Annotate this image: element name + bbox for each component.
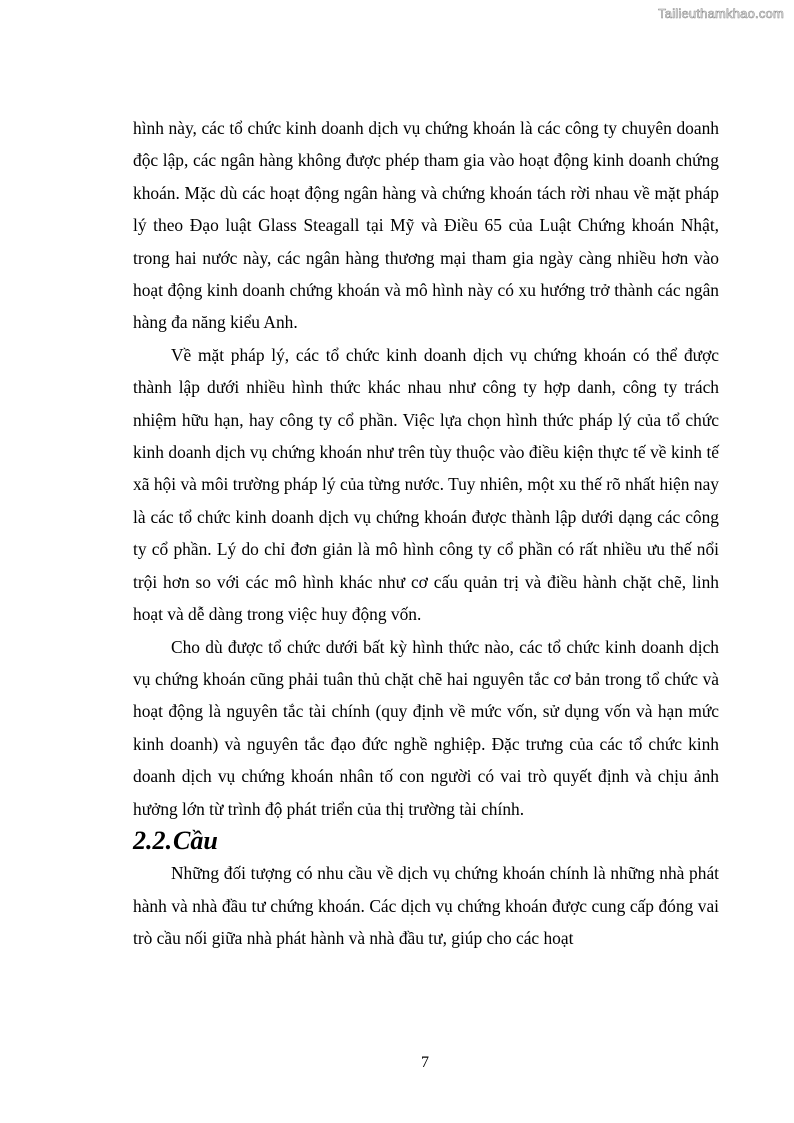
watermark: Tailieuthamkhao.com <box>658 6 784 21</box>
paragraph-principles: Cho dù được tổ chức dưới bất kỳ hình thức nào, các tổ chức kinh doanh dịch vụ chứng khoán cũng phải tuân thủ chặt chẽ hai nguyên tắc cơ bản trong tổ chức và hoạt động là nguyên tắc tài chính (quy định về mức vốn, sử dụng vốn và hạn mức kinh doanh) và nguyên tắc đạo đức nghề nghiệp. Đặc trưng của các tổ chức kinh doanh dịch vụ chứng khoán nhân tố con người có vai trò quyết định và chịu ảnh hưởng lớn từ trình độ phát triển của thị trường tài chính. <box>133 636 719 819</box>
section-title: Cầu <box>173 825 218 855</box>
section-heading <box>133 825 719 857</box>
paragraph-demand: Những đối tượng có nhu cầu về dịch vụ chứng khoán chính là những nhà phát hành và nhà đầu tư chứng khoán. Các dịch vụ chứng khoán được cung cấp đóng vai trò cầu nối giữa nhà phát hành và nhà đầu tư, giúp cho các hoạt <box>133 863 719 949</box>
page-number: 7 <box>421 1054 429 1071</box>
section-number: 2.2. <box>133 825 173 855</box>
paragraph-continued: hình này, các tổ chức kinh doanh dịch vụ chứng khoán là các công ty chuyên doanh độc lập, các ngân hàng không được phép tham gia vào hoạt động kinh doanh chứng khoán. Mặc dù các hoạt động ngân hàng và chứng khoán tách rời nhau về mặt pháp lý theo Đạo luật Glass Steagall tại Mỹ và Điều 65 của Luật Chứng khoán Nhật, trong hai nước này, các ngân hàng thương mại tham gia ngày càng nhiều hơn vào hoạt động kinh doanh chứng khoán và mô hình này có xu hướng trở thành các ngân hàng đa năng kiểu Anh. <box>133 118 719 333</box>
paragraph-legal-form: Về mặt pháp lý, các tổ chức kinh doanh dịch vụ chứng khoán có thể được thành lập dưới nhiều hình thức khác nhau như công ty hợp danh, công ty trách nhiệm hữu hạn, hay công ty cổ phần. Việc lựa chọn hình thức pháp lý của tổ chức kinh doanh dịch vụ chứng khoán như trên tùy thuộc vào điều kiện thực tế về kinh tế xã hội và môi trường pháp lý của từng nước. Tuy nhiên, một xu thế rõ nhất hiện nay là các tổ chức kinh doanh dịch vụ chứng khoán được thành lập dưới dạng các công ty cổ phần. Lý do chỉ đơn giản là mô hình công ty cổ phần có rất nhiều ưu thế nổi trội hơn so với các mô hình khác như cơ cấu quản trị và điều hành chặt chẽ, linh hoạt và dễ dàng trong việc huy động vốn. <box>133 344 719 625</box>
document-body <box>133 112 719 955</box>
